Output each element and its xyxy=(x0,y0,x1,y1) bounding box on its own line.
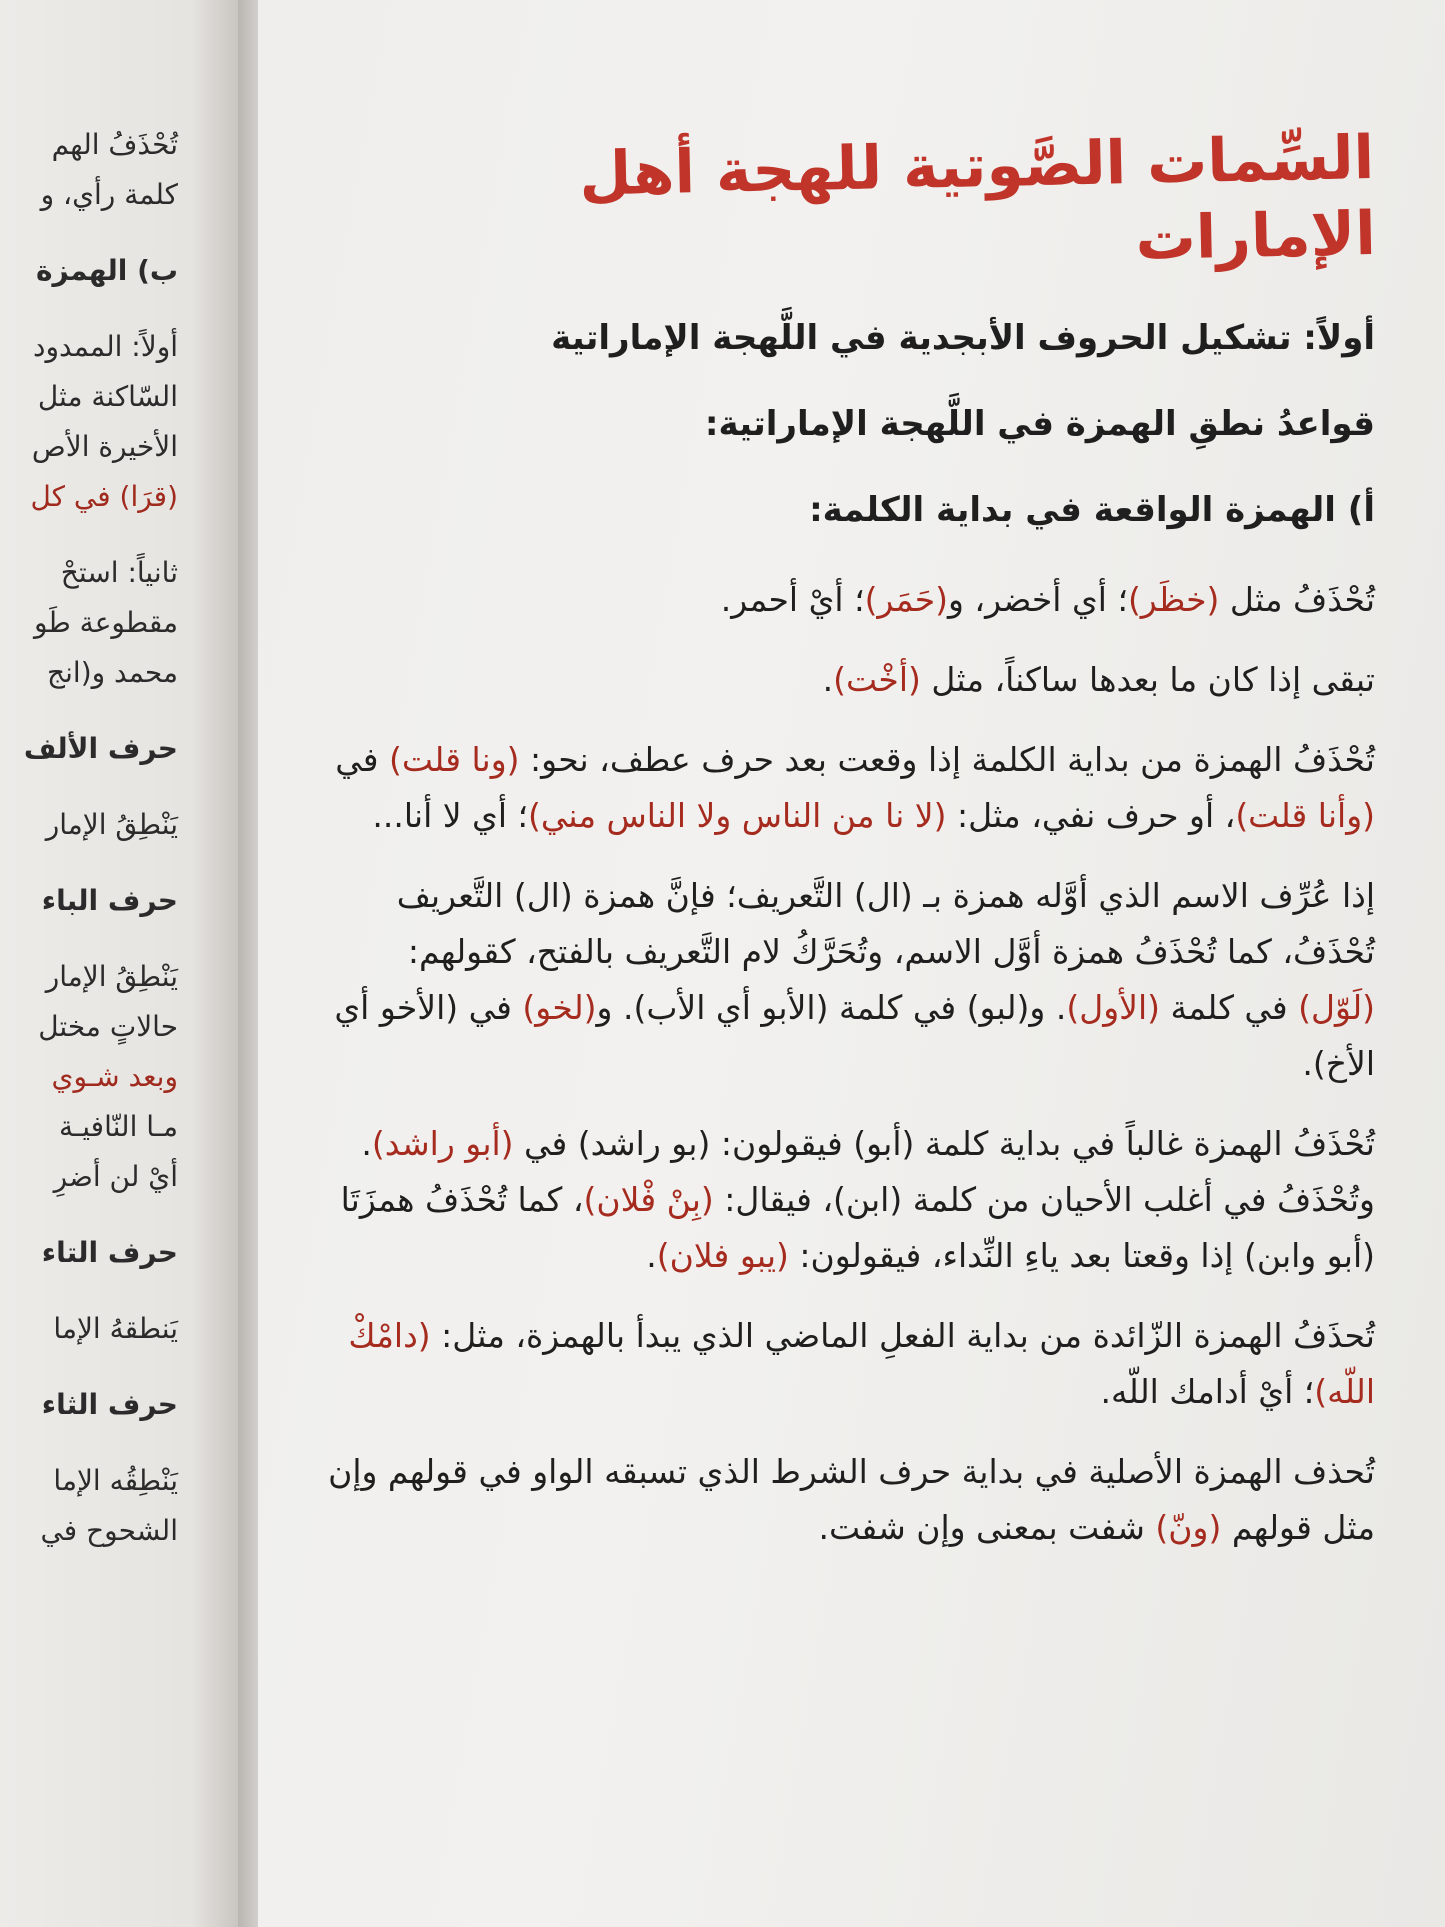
left-line: تُحْذَفُ الهم xyxy=(51,128,178,161)
right-page xyxy=(258,0,1445,1927)
left-line: (قرَا) في كل xyxy=(30,480,178,513)
left-heading: ب) الهمزة xyxy=(36,254,178,287)
subsection-heading: قواعدُ نطقِ الهمزة في اللَّهجة الإماراتية: xyxy=(704,404,1375,444)
left-line: مـا النّافيـة xyxy=(59,1110,178,1143)
left-line: حالاتٍ مختل xyxy=(38,1010,178,1043)
page-title: السِّمات الصَّوتية للهجة أهل الإمارات xyxy=(578,123,1377,275)
left-line: مقطوعة طَو xyxy=(34,606,178,639)
left-line: السّاكنة مثل xyxy=(37,380,178,413)
left-line: يَنْطِقُه الإما xyxy=(53,1464,178,1497)
left-line: يَنطقهُ الإما xyxy=(53,1312,178,1345)
page-content xyxy=(325,120,1375,1580)
left-heading: حرف الألف xyxy=(23,732,178,765)
left-line: يَنْطِقُ الإمار xyxy=(45,808,178,841)
paragraph-5: تُحْذَفُ الهمزة غالباً في بداية كلمة (أبو) فيقولون: (بو راشد) في (أبو راشد). وتُحْذَفُ في أغلب الأحيان من كلمة (ابن)، فيقال: (بِنْ فْلان)، كما تُحْذَفُ همزَتَا (أبو وابن) إذا وقعتا بعد ياءِ النِّداء، فيقولون: (يبو فلان). xyxy=(340,1124,1375,1275)
left-heading: حرف الثاء xyxy=(41,1388,178,1421)
paragraph-2: تبقى إذا كان ما بعدها ساكناً، مثل (أخْت). xyxy=(822,660,1375,699)
left-heading: حرف الباء xyxy=(41,884,178,917)
paragraph-3: تُحْذَفُ الهمزة من بداية الكلمة إذا وقعت بعد حرف عطف، نحو: (ونا قلت) في (وأنا قلت)، أو حرف نفي، مثل: (لا نا من الناس ولا الناس مني)؛ أي لا أنا... xyxy=(335,740,1375,835)
left-page xyxy=(0,0,238,1927)
left-line: كلمة رأي، و xyxy=(40,178,178,211)
paragraph-7: تُحذف الهمزة الأصلية في بداية حرف الشرط الذي تسبقه الواو في قولهم وإن مثل قولهم (ونّ) شفت بمعنى وإن شفت. xyxy=(328,1452,1375,1547)
paragraph-4: إذا عُرِّف الاسم الذي أوَّله همزة بـ (ال) التَّعريف؛ فإنَّ همزة (ال) التَّعريف تُحْذَفُ، كما تُحْذَفُ همزة أوَّل الاسم، وتُحَرَّكُ لام التَّعريف بالفتح، كقولهم: (لَوّل) في كلمة (الأول). و(لبو) في كلمة (الأبو أي الأب). و(لخو) في (الأخو أي الأخ). xyxy=(334,876,1375,1083)
paragraph-6: تُحذَفُ الهمزة الزّائدة من بداية الفعلِ الماضي الذي يبدأ بالهمزة، مثل: (دامْكْ اللّه)؛ أيْ أدامك اللّه. xyxy=(348,1316,1375,1411)
left-line: الأخيرة الأص xyxy=(31,430,178,463)
left-line: ثانياً: استحْ xyxy=(60,556,178,589)
left-line: أولاً: الممدود xyxy=(33,330,178,363)
left-line: وبعد شـوي xyxy=(51,1060,178,1093)
left-page-column xyxy=(0,120,178,1556)
paragraph-1: تُحْذَفُ مثل (خظَر)؛ أي أخضر، و(حَمَر)؛ أيْ أحمر. xyxy=(720,580,1375,619)
left-heading: حرف التاء xyxy=(41,1236,178,1269)
left-line: يَنْطِقُ الإمار xyxy=(45,960,178,993)
rule-heading: أ) الهمزة الواقعة في بداية الكلمة: xyxy=(809,490,1375,530)
section-heading: أولاً: تشكيل الحروف الأبجدية في اللَّهجة الإماراتية xyxy=(551,318,1375,358)
left-line: محمد و(انج xyxy=(47,656,178,689)
left-line: أيْ لن أضرِ xyxy=(53,1160,178,1193)
left-line: الشحوح في xyxy=(40,1514,178,1547)
